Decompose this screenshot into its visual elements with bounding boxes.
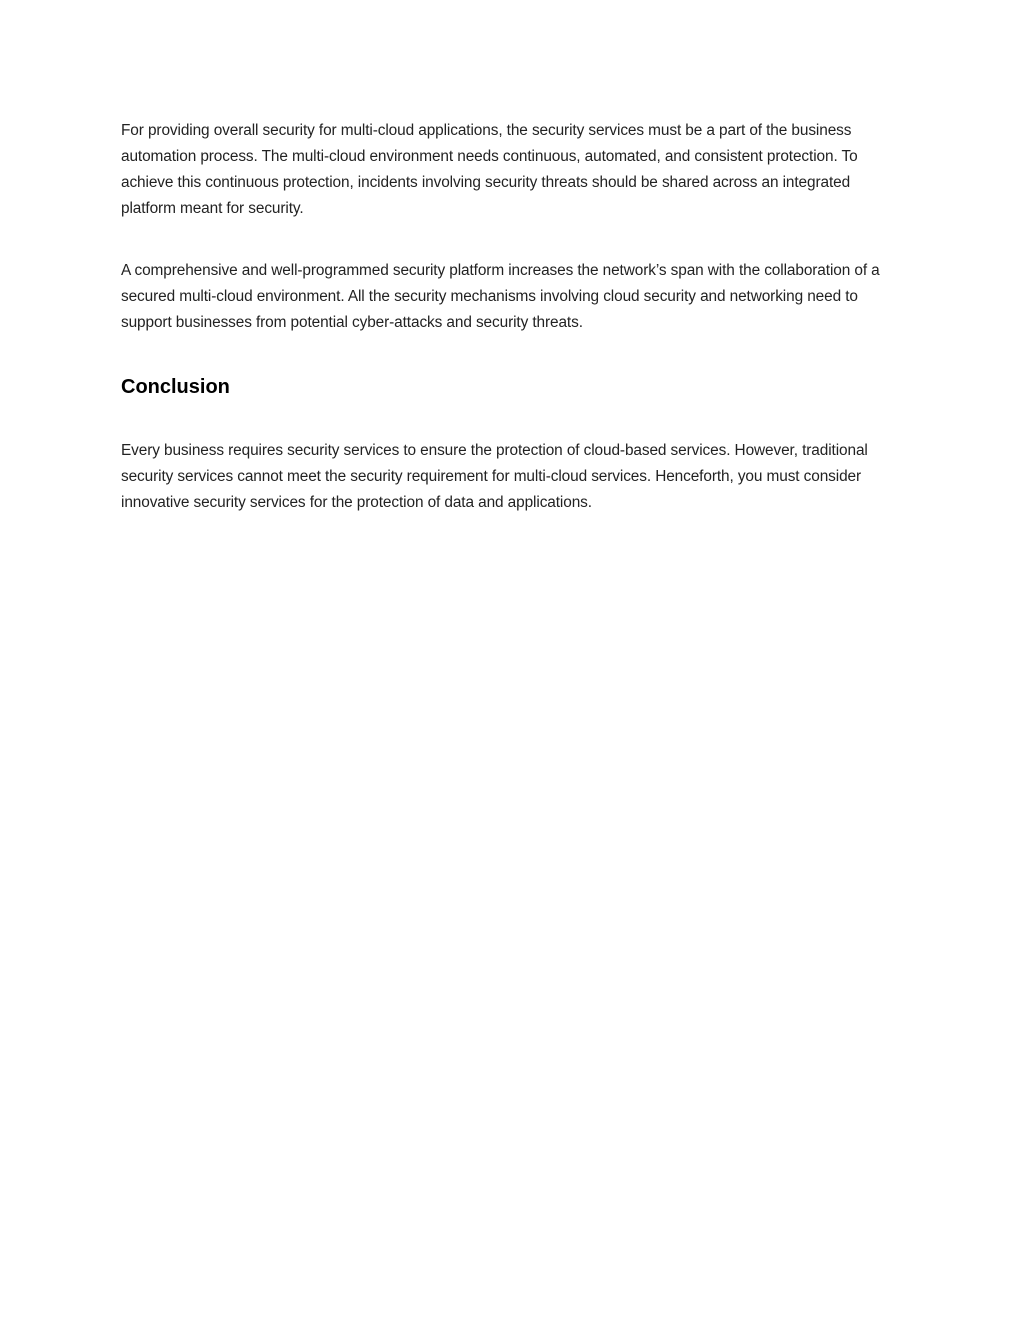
paragraph-security-platform: A comprehensive and well-programmed security platform increases the network’s span with the collaboration of a secured multi-cloud environment. All the security mechanisms involving cloud security and networking need to support businesses from potential cyber-attacks and security threats. [121, 262, 880, 331]
conclusion-paragraph: Every business requires security services to ensure the protection of cloud-based services. However, traditional security services cannot meet the security requirement for multi-cloud services. Henceforth, you must consider innovative security services for the protection of data and applications. [121, 442, 868, 511]
document-body [121, 118, 907, 516]
paragraph-multicloud-security: For providing overall security for multi-cloud applications, the security services must be a part of the business automation process. The multi-cloud environment needs continuous, automated, and consistent protection. To achieve this continuous protection, incidents involving security threats should be shared across an integrated platform meant for security. [121, 122, 858, 217]
conclusion-heading: Conclusion [121, 376, 230, 398]
